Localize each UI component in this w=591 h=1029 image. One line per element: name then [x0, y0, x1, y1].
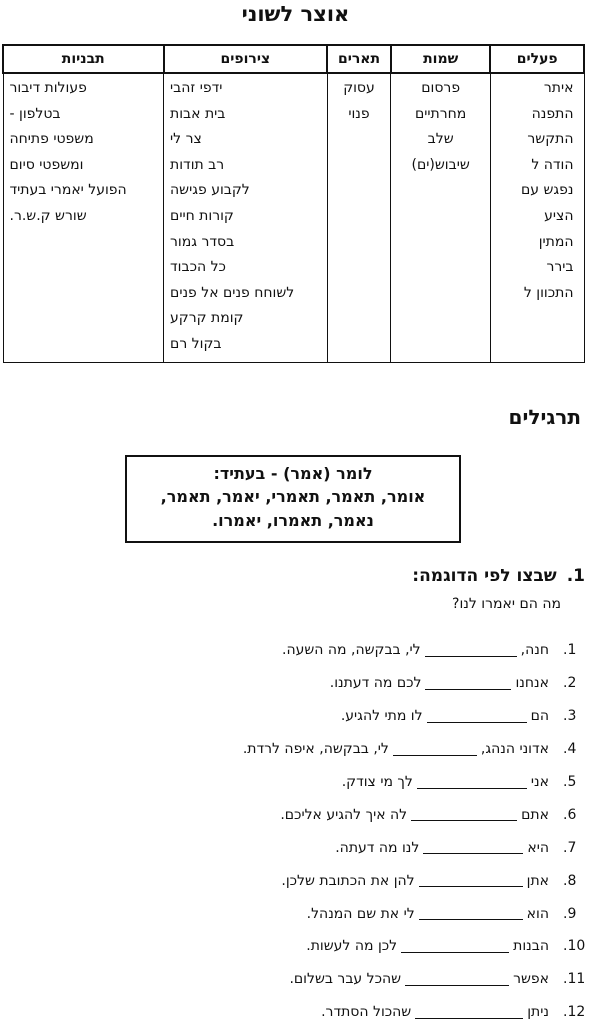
vocabulary-table	[2, 44, 585, 363]
noun-item: מחרתיים	[415, 105, 467, 122]
header-adjectives: תארים	[327, 45, 391, 73]
item-subject: הם	[530, 708, 549, 725]
verb-item: בירר	[546, 259, 574, 276]
item-subject: אני	[530, 774, 549, 790]
answer-blank[interactable]	[405, 973, 509, 986]
exercise-item	[7, 667, 587, 700]
item-rest: שהכל עבר בשלום.	[289, 971, 402, 988]
noun-item: פרסום	[421, 80, 461, 96]
phrase-item: בסדר גמור	[170, 233, 235, 250]
verb-item: התקשר	[527, 131, 574, 148]
adjective-item: פנוי	[348, 105, 370, 122]
item-rest: לי את שם המנהל.	[306, 905, 415, 922]
exercise-number: 1.	[566, 566, 585, 586]
phrase-item: קומת קרקע	[170, 310, 244, 327]
header-structures: תבניות	[3, 45, 164, 73]
phrase-item: ידפי זהבי	[170, 80, 223, 96]
item-rest: לכן מה לעשות.	[306, 938, 398, 955]
item-rest: לכם מה דעתנו.	[329, 675, 422, 692]
verb-item: התפנה	[531, 105, 574, 122]
phrase-item: בית אבות	[170, 105, 226, 122]
exercise-heading	[412, 566, 585, 586]
verb-item: התכוון ל	[523, 284, 574, 301]
verb-item: הודה ל	[531, 156, 574, 173]
exercise-item	[7, 733, 587, 766]
phrase-item: לקבוע פגישה	[170, 182, 250, 199]
item-number: 5.	[563, 774, 577, 790]
grammar-box-line: אומר, תאמר, תאמרי, יאמר, תאמר,	[160, 487, 426, 506]
item-subject: היא	[527, 839, 549, 856]
item-number: 1.	[563, 642, 577, 659]
item-subject: חנה,	[520, 642, 549, 659]
item-number: 8.	[563, 872, 577, 889]
answer-blank[interactable]	[423, 841, 523, 854]
verbs-column	[490, 73, 584, 362]
verb-item: נפגש עם	[520, 182, 574, 199]
item-rest: להן את הכתובת שלכן.	[281, 872, 415, 889]
answer-blank[interactable]	[415, 1006, 523, 1019]
structure-item: פעולות דיבור	[9, 80, 87, 96]
item-rest: לי, בבקשה, מה השעה.	[282, 642, 421, 659]
item-subject: אפשר	[513, 971, 549, 988]
exercise-item	[7, 930, 587, 963]
phrase-item: בקול רם	[170, 335, 222, 352]
item-number: 2.	[563, 675, 577, 692]
item-subject: אדוני הנהג,	[480, 741, 549, 758]
exercise-item	[7, 700, 587, 733]
answer-blank[interactable]	[417, 776, 527, 789]
answer-blank[interactable]	[419, 874, 523, 887]
exercise-item	[7, 963, 587, 996]
phrase-item: קורות חיים	[170, 207, 234, 224]
item-rest: לי, בבקשה, איפה לרדת.	[242, 741, 389, 758]
section-title: תרגילים	[508, 405, 581, 429]
structure-item: שורש ק.ש.ר.	[9, 207, 87, 224]
adjectives-column	[327, 73, 391, 362]
item-number: 4.	[563, 741, 577, 758]
header-nouns: שמות	[391, 45, 491, 73]
verb-item: איתר	[543, 80, 574, 96]
exercise-item	[7, 897, 587, 930]
item-subject: אתן	[526, 872, 549, 889]
exercise-list	[7, 634, 587, 1029]
item-number: 6.	[563, 806, 577, 823]
noun-item: שיבוש(ים)	[411, 156, 470, 173]
item-rest: לך מי צודק.	[341, 774, 413, 790]
exercise-item	[7, 864, 587, 897]
item-subject: הבנות	[513, 938, 549, 955]
answer-blank[interactable]	[401, 940, 509, 953]
exercise-example: מה הם יאמרו לנו?	[452, 596, 561, 612]
item-subject: הוא	[526, 905, 549, 922]
exercise-item	[7, 766, 587, 799]
exercise-instruction: שבצו לפי הדוגמה:	[412, 566, 557, 586]
header-phrases: צירופים	[164, 45, 328, 73]
item-subject: ניתן	[527, 1004, 549, 1021]
grammar-box-line: נאמר, תאמרו, יאמרו.	[212, 511, 374, 530]
item-subject: אנחנו	[515, 675, 549, 692]
page-title: אוצר לשוני	[241, 2, 350, 26]
adjective-item: עסוק	[343, 80, 375, 96]
phrase-item: לשוחח פנים אל פנים	[170, 284, 295, 301]
header-verbs: פעלים	[490, 45, 584, 73]
item-number: 12.	[563, 1004, 586, 1021]
item-number: 7.	[563, 839, 577, 856]
nouns-column	[391, 73, 491, 362]
phrase-item: כל הכבוד	[170, 259, 226, 276]
exercise-item	[7, 634, 587, 667]
phrase-item: צר לי	[170, 131, 202, 148]
noun-item: שלב	[427, 131, 454, 148]
answer-blank[interactable]	[419, 907, 523, 920]
phrase-item: רב תודות	[170, 156, 225, 173]
answer-blank[interactable]	[427, 710, 527, 723]
exercise-item	[7, 831, 587, 864]
item-number: 11.	[563, 971, 586, 988]
item-rest: לנו מה דעתה.	[335, 839, 420, 856]
structures-column	[3, 73, 164, 362]
verb-item: המתין	[538, 233, 574, 250]
structure-item: משפטי פתיחה	[9, 131, 94, 148]
answer-blank[interactable]	[425, 677, 511, 690]
verb-item: הציע	[544, 207, 574, 224]
answer-blank[interactable]	[393, 743, 477, 756]
structure-item: הפועל יאמרי בעתיד	[9, 182, 127, 199]
grammar-box	[125, 455, 461, 543]
answer-blank[interactable]	[411, 808, 517, 821]
item-subject: אתם	[521, 806, 549, 823]
item-rest: שהכול הסתדר.	[321, 1004, 412, 1021]
item-rest: לו מתי להגיע.	[340, 708, 423, 725]
item-rest: לה איך להגיע אליכם.	[280, 806, 408, 823]
phrases-column	[164, 73, 328, 362]
grammar-box-heading: לומר (אמר) - בעתיד:	[213, 464, 373, 483]
item-number: 3.	[563, 708, 577, 725]
item-number: 10.	[563, 938, 586, 955]
structure-item: בטלפון -	[9, 105, 61, 122]
answer-blank[interactable]	[425, 644, 517, 657]
exercise-item	[7, 798, 587, 831]
item-number: 9.	[563, 905, 577, 922]
structure-item: ומשפטי סיום	[9, 156, 84, 173]
